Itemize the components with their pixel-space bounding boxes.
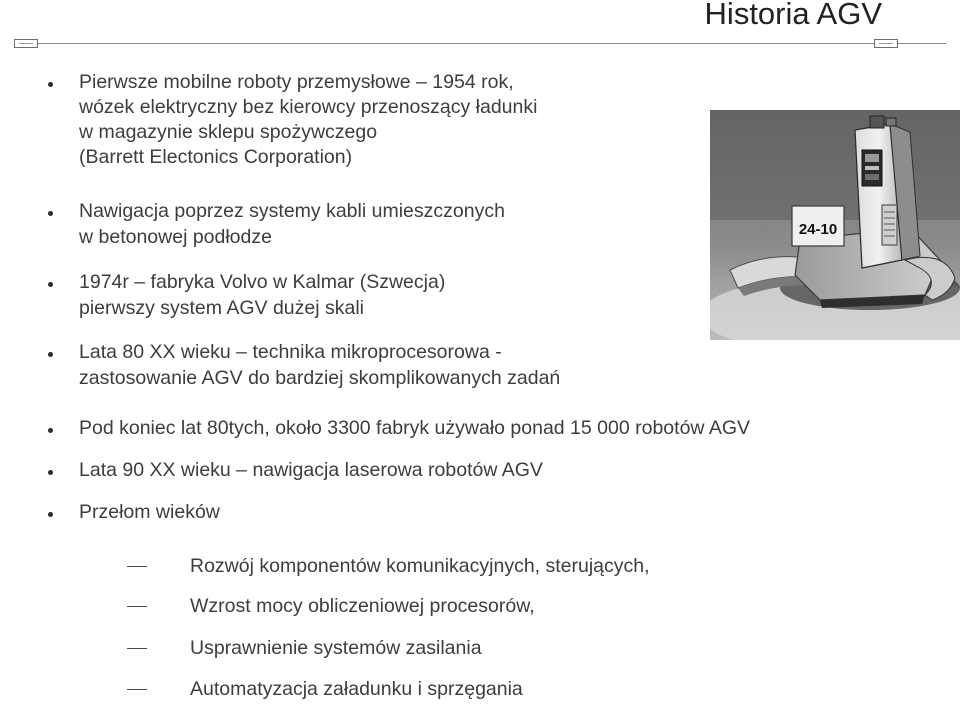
bullet-7-line-1: Przełom wieków [79,501,220,523]
sub-bullet-1: Rozwój komponentów komunikacyjnych, sterujących, [190,555,650,577]
bullet-1-line-2: wózek elektryczny bez kierowcy przenoszący ładunki [79,96,538,118]
bullet-4-line-2: zastosowanie AGV do bardziej skomplikowanych zadań [79,367,561,389]
bullet-dot-4 [48,352,53,357]
sub-bullet-3: Usprawnienie systemów zasilania [190,637,482,659]
vehicle-handle [870,116,884,128]
sub-bullet-dash-3 [127,648,147,649]
bullet-1-line-4: (Barrett Electonics Corporation) [79,146,353,168]
bullet-dot-2 [48,211,53,216]
bullet-2-line-1: Nawigacja poprzez systemy kabli umieszczonych [79,200,505,222]
title-divider [0,39,960,49]
bullet-dot-1 [48,82,53,87]
divider-line [14,43,946,44]
bullet-3-line-1: 1974r – fabryka Volvo w Kalmar (Szwecja) [79,271,446,293]
bullet-dot-6 [48,470,53,475]
vehicle-number: 24-10 [798,221,838,238]
sub-bullet-dash-4 [127,689,147,690]
sub-bullet-dash-1 [127,566,147,567]
bullet-6-line-1: Lata 90 XX wieku – nawigacja laserowa robotów AGV [79,459,543,481]
bullet-5-line-1: Pod koniec lat 80tych, około 3300 fabryk używało ponad 15 000 robotów AGV [79,417,751,439]
slide-title: Historia AGV [704,0,882,31]
divider-right-handle [874,39,898,48]
bullet-dot-7 [48,512,53,517]
sub-bullet-2: Wzrost mocy obliczeniowej procesorów, [190,595,535,617]
bullet-4-line-1: Lata 80 XX wieku – technika mikroprocesorowa - [79,341,502,363]
bullet-1-line-1: Pierwsze mobilne roboty przemysłowe – 1954 rok, [79,71,514,93]
bullet-3-line-2: pierwszy system AGV dużej skali [79,297,365,319]
bullet-dot-5 [48,428,53,433]
divider-left-handle [14,39,38,48]
vehicle-grille [882,205,897,245]
bullet-2-line-2: w betonowej podłodze [79,226,272,248]
agv-vehicle-photo [710,110,960,340]
sub-bullet-dash-2 [127,606,147,607]
sub-bullet-4: Automatyzacja załadunku i sprzęgania [190,678,523,700]
bullet-dot-3 [48,282,53,287]
bullet-1-line-3: w magazynie sklepu spożywczego [79,121,378,143]
